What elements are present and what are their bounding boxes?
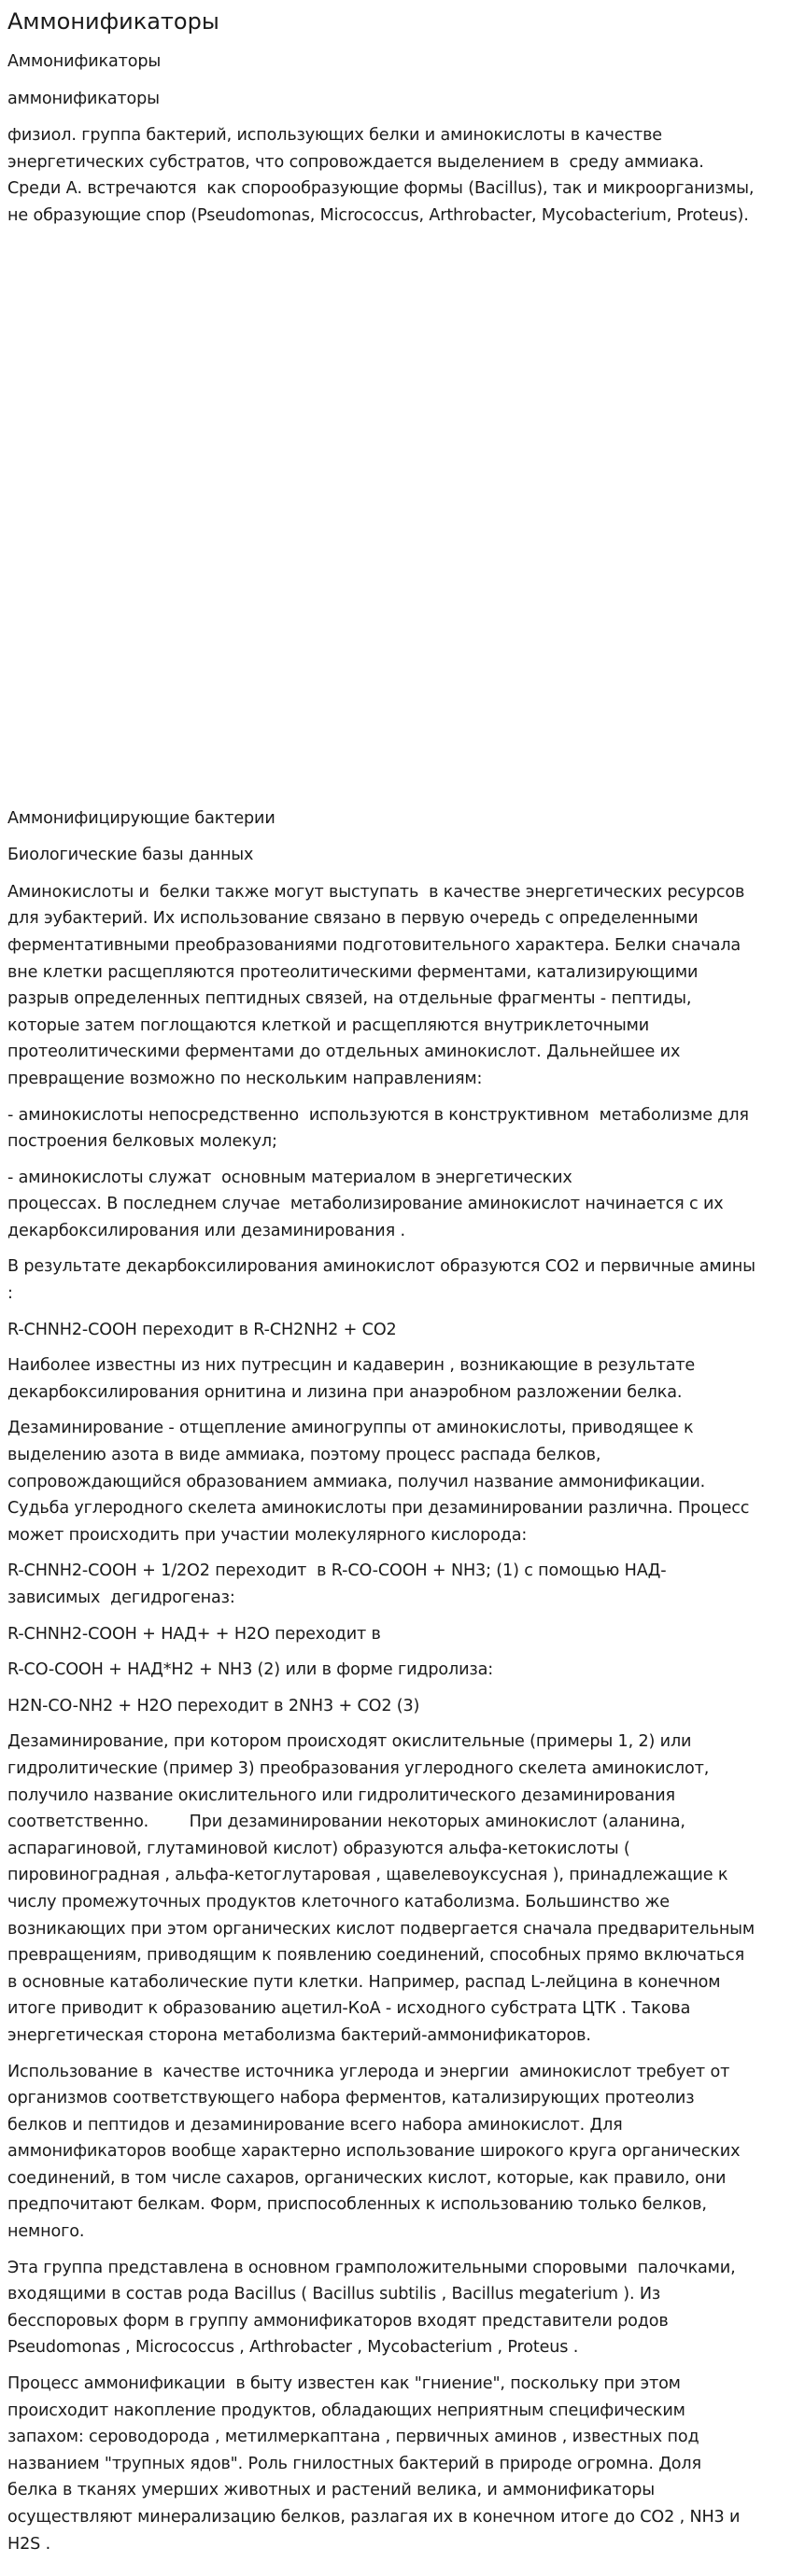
paragraph-putrefaction: Процесс аммонификации в быту известен как "гниение", поскольку при этом происходит накопление продуктов, обладающих неприятным специфическим запахом: сероводорода , метилмеркаптана , первичных аминов , известных под названием "трупных ядов". Роль гнилостных бактерий в природе огромна. Доля белка в тканях умерших животных и растений велика, и аммонификаторы осуществляют минерализацию белков, разлагая их в конечном итоге до CO2 , NH3 и H2S . bbox=[7, 2374, 741, 2554]
blank-image-area bbox=[7, 230, 568, 805]
formula-oxidative-1: R-CHNH2-COOH + 1/2O2 переходит в R-CO-COOH + NH3; (1) с помощью НАД- зависимых дегидрогеназ: bbox=[7, 1561, 667, 1607]
database-heading: Биологические базы данных bbox=[7, 846, 254, 865]
article bbox=[7, 0, 784, 2557]
section-heading-2: Аммонифицирующие бактерии bbox=[7, 808, 275, 828]
paragraph-decarboxylation: В результате декарбоксилирования аминокислот образуются CO2 и первичные амины : bbox=[7, 1257, 756, 1304]
paragraph-amines: Наиболее известны из них путресцин и кадаверин , возникающие в результате декарбоксилирования орнитина и лизина при анаэробном разложении белка. bbox=[7, 1356, 696, 1402]
formula-decarboxylation: R-CHNH2-COOH переходит в R-CH2NH2 + CO2 bbox=[7, 1320, 397, 1339]
paragraph-list-item-2: - аминокислоты служат основным материалом в энергетических процессах. В последнем случае метаболизирование аминокислот начинается с их декарбоксилирования или дезаминирования . bbox=[7, 1168, 724, 1240]
paragraph-list-item-1: - аминокислоты непосредственно используются в конструктивном метаболизме для построения белковых молекул; bbox=[7, 1105, 749, 1152]
formula-hydrolysis: H2N-CO-NH2 + H2O переходит в 2NH3 + CO2 (3) bbox=[7, 1696, 420, 1715]
formula-oxidative-2a: R-CHNH2-COOH + НАД+ + H2O переходит в bbox=[7, 1624, 381, 1644]
section-heading-1: Аммонификаторы bbox=[7, 52, 162, 71]
paragraph-genera: Эта группа представлена в основном грамположительными споровыми палочками, входящими в состав рода Bacillus ( Bacillus subtilis , Bacillus megaterium ). Из бесспоровых форм в группу аммонификаторов входят представители родов Pseudomonas , Micrococcus , Arthrobacter , Mycobacterium , Proteus . bbox=[7, 2258, 736, 2358]
paragraph-intro: Аминокислоты и белки также могут выступать в качестве энергетических ресурсов для эубактерий. Их использование связано в первую очередь с определенными ферментативными преобразованиями подготовительного характера. Белки сначала вне клетки расщепляются протеолитическими ферментами, катализирующими разрыв определенных пептидных связей, на отдельные фрагменты - пептиды, которые затем поглощаются клеткой и расщепляются внутриклеточными протеолитическими ферментами до отдельных аминокислот. Дальнейшее их превращение возможно по нескольким направлениям: bbox=[7, 882, 745, 1088]
paragraph-deamination-types: Дезаминирование, при котором происходят окислительные (примеры 1, 2) или гидролитические (пример 3) преобразования углеродного скелета аминокислот, получило название окислительного или гидролитического дезаминирования соответственно. При дезаминировании некоторых аминокислот (аланина, аспарагиновой, глутаминовой кислот) образуются альфа-кетокислоты ( пировиноградная , альфа-кетоглутаровая , щавелевоуксусная ), принадлежащие к числу промежуточных продуктов клеточного катаболизма. Большинство же возникающих при этом органических кислот подвергается сначала предварительным превращениям, приводящим к появлению соединений, способных прямо включаться в основные катаболические пути клетки. Например, распад L-лейцина в конечном итоге приводит к образованию ацетил-КоА - исходного субстрата ЦТК . Такова энергетическая сторона метаболизма бактерий-аммонификаторов. bbox=[7, 1732, 756, 2045]
definition-paragraph: физиол. группа бактерий, использующих белки и аминокислоты в качестве энергетических субстратов, что сопровождается выделением в среду аммиака. Среди А. встречаются как спорообразующие формы (Bacillus), так и микроорганизмы, не образующие спор (Pseudomonas, Micrococcus, Arthrobacter, Mycobacterium, Proteus). bbox=[7, 126, 755, 225]
term-heading: аммонификаторы bbox=[7, 89, 160, 108]
paragraph-deamination: Дезаминирование - отщепление аминогруппы от аминокислоты, приводящее к выделению азота в виде аммиака, поэтому процесс распада белков, сопровождающийся образованием аммиака, получил название аммонификации. Судьба углеродного скелета аминокислоты при дезаминировании различна. Процесс может происходить при участии молекулярного кислорода: bbox=[7, 1419, 750, 1545]
page-title: Аммонификаторы bbox=[7, 8, 219, 35]
formula-oxidative-2b: R-CO-COOH + НАД*H2 + NH3 (2) или в форме гидролиза: bbox=[7, 1660, 494, 1680]
paragraph-enzymes: Использование в качестве источника углерода и энергии аминокислот требует от организмов соответствующего набора ферментов, катализирующих протеолиз белков и пептидов и дезаминирование всего набора аминокислот. Для аммонификаторов вообще характерно использование широкого круга органических соединений, в том числе сахаров, органических кислот, которые, как правило, они предпочитают белкам. Форм, приспособленных к использованию только белков, немного. bbox=[7, 2062, 741, 2242]
